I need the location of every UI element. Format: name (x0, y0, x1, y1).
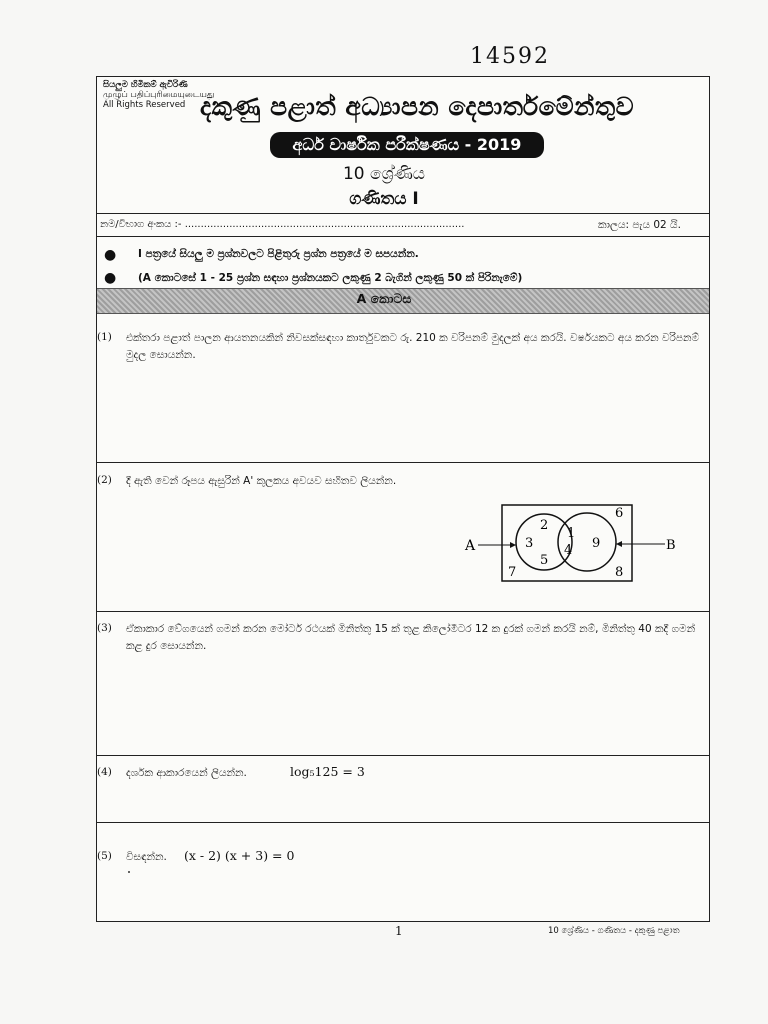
subject-label: ගණිතය I (349, 189, 419, 209)
stray-dot (128, 871, 130, 873)
department-title: දකුණු පළාත් අධ්‍යාපන දෙපාර්තමේන්තුව (200, 92, 635, 121)
header-divider (96, 213, 710, 214)
instruction-2: (A කොටසේ 1 - 25 ප්‍රශ්න සඳහා ප්‍රශ්නයකට ලකුණු 2 බැගින් ලකුණු 50 ක් පිරිනැමේ) (138, 272, 523, 284)
venn-element: 8 (615, 565, 624, 580)
instruction-1: I පත්‍රයේ සියලු ම ප්‍රශ්නවලට පිළිතුරු ප්‍රශ්න පත්‍රයේ ම සපයන්න. (138, 248, 419, 260)
question-text-5: විසඳන්න. (126, 851, 167, 863)
time-allowed-label: කාලය: පැය 02 යි. (598, 219, 681, 231)
question-text-3: ඒකාකාර වේගයෙන් ගමන් කරන මෝටර් රථයක් මිනිත්තු 15 ක් තුළ කිලෝමීටර 12 ක දුරක් ගමන් කරයි නම්, මිනිත්තු 40 කදී ගමන් කළ දුර සොයන්න. (126, 623, 696, 652)
question-divider (96, 755, 710, 756)
venn-element: 3 (525, 536, 534, 551)
bullet-icon: ● (104, 247, 117, 263)
copyright-line-english: All Rights Reserved (103, 100, 186, 110)
venn-diagram (460, 500, 690, 590)
copyright-notice (103, 80, 214, 110)
page-number: 1 (395, 924, 403, 938)
venn-element: 9 (592, 536, 601, 551)
name-index-field[interactable]: නම/විභාග අංකය :- ........................................................................................ (100, 219, 465, 230)
question-number-5: (5) (97, 850, 112, 862)
set-b-circle (558, 513, 616, 571)
serial-number: 14592 (470, 44, 550, 69)
footer-note: 10 ශ්‍රේණිය - ගණිතය - දකුණු පළාත (548, 926, 680, 936)
question-divider (96, 462, 710, 463)
venn-element: 6 (615, 506, 624, 521)
copyright-line-sinhala: සියලුම හිමිකම් ඇවිරිණි (103, 80, 188, 90)
question-number-2: (2) (97, 474, 112, 486)
question-number-1: (1) (97, 331, 112, 343)
question-number-3: (3) (97, 622, 112, 634)
question-text-2: දී ඇති වෙන් රූපය ඇසුරින් A' කුලකය අවයව සහිතව ලියන්න. (126, 475, 397, 487)
question-math-5: (x - 2) (x + 3) = 0 (184, 848, 295, 863)
arrow-b-head (616, 541, 622, 547)
venn-element: 4 (564, 543, 573, 558)
venn-label-b: B (666, 538, 676, 553)
venn-element: 5 (540, 553, 549, 568)
copyright-line-tamil: முழுப் பதிப்புரிமையுடையது (103, 90, 215, 100)
arrow-a-head (510, 542, 516, 548)
venn-element: 1 (567, 526, 576, 541)
venn-element: 7 (508, 565, 517, 580)
question-text-4: දර්ශක ආකාරයෙන් ලියන්න. (126, 767, 247, 779)
grade-label: 10 ශ්‍රේණිය (342, 164, 426, 184)
question-number-4: (4) (97, 766, 112, 778)
question-math-4: log₅125 = 3 (290, 764, 365, 779)
question-divider (96, 822, 710, 823)
exam-title-banner: අර්ධ වාර්ෂික පරීක්ෂණය - 2019 (270, 132, 544, 158)
bullet-icon: ● (104, 270, 117, 286)
question-text-1: එක්තරා පළාත් පාලන ආයතනයකින් නිවසක්සඳහා කාර්තුවකට රු. 210 ක වරිපනම් මුදලක් අය කරයි. වර්ෂයකට අය කරන වරිපනම් මුදල සොයන්න. (126, 332, 700, 361)
question-divider (96, 611, 710, 612)
venn-label-a: A (465, 538, 476, 554)
venn-element: 2 (540, 518, 549, 533)
fields-divider (96, 236, 710, 237)
section-title: A කොටස (356, 291, 412, 306)
